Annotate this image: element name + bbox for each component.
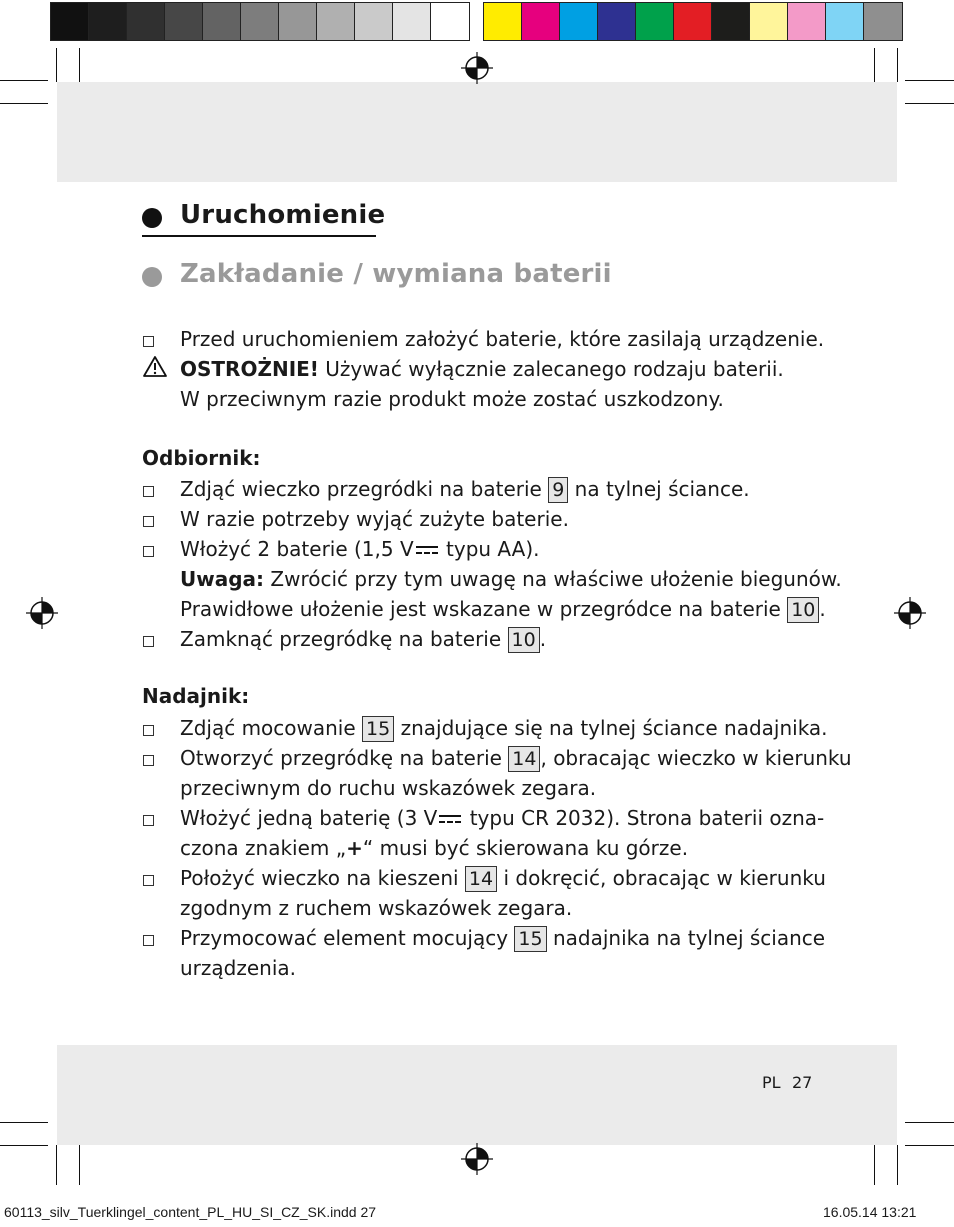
checkbox-bullet	[143, 636, 154, 647]
transmitter-title: Nadajnik:	[142, 684, 250, 708]
step-text: i dokręcić, obracając w kierunku	[497, 866, 826, 890]
transmitter-step-4	[180, 863, 826, 893]
color-swatch	[279, 3, 317, 40]
crop-mark	[0, 103, 48, 104]
note-text: Zwrócić przy tym uwagę na właściwe ułożenie biegunów.	[264, 567, 842, 591]
dc-symbol-icon	[439, 815, 461, 825]
color-swatch	[598, 3, 636, 40]
checkbox-bullet	[143, 935, 154, 946]
plus-sign: +	[346, 836, 363, 860]
color-swatch	[522, 3, 560, 40]
crop-mark	[0, 80, 48, 81]
step-text: “ musi być skierowana ku górze.	[362, 836, 689, 860]
receiver-step-3	[180, 534, 540, 564]
part-number-badge: 15	[362, 716, 394, 742]
color-swatch	[750, 3, 788, 40]
receiver-step-4	[180, 624, 546, 654]
step-text: Zamknąć przegródkę na baterie	[180, 627, 508, 651]
step-text: znajdujące się na tylnej ściance nadajnika.	[394, 716, 828, 740]
color-swatch	[431, 3, 469, 40]
transmitter-step-2-line2: przeciwnym do ruchu wskazówek zegara.	[180, 776, 597, 800]
color-swatch	[864, 3, 902, 40]
part-number-badge: 14	[465, 866, 497, 892]
step-text: nadajnika na tylnej ściance	[546, 926, 826, 950]
checkbox-bullet	[143, 486, 154, 497]
step-text: na tylnej ściance.	[568, 477, 750, 501]
receiver-title: Odbiornik:	[142, 446, 261, 470]
registration-mark-icon	[26, 597, 58, 629]
part-number-badge: 15	[514, 926, 546, 952]
crop-mark	[874, 48, 875, 82]
section-heading: Uruchomienie	[180, 200, 386, 230]
registration-mark-icon	[461, 52, 493, 84]
checkbox-bullet	[143, 755, 154, 766]
part-number-badge: 9	[548, 477, 568, 503]
crop-mark	[897, 1145, 898, 1185]
step-text: Położyć wieczko na kieszeni	[180, 866, 465, 890]
page-language: PL	[762, 1073, 781, 1092]
step-text: Włożyć 2 baterie (1,5 V	[180, 537, 414, 561]
checkbox-bullet	[143, 516, 154, 527]
top-gray-band	[57, 82, 897, 182]
crop-mark	[905, 1122, 954, 1123]
color-swatch	[241, 3, 279, 40]
transmitter-step-1	[180, 713, 828, 743]
note-label: Uwaga:	[180, 567, 265, 591]
step-text: Otworzyć przegródkę na baterie	[180, 746, 509, 770]
color-swatch	[712, 3, 750, 40]
step-text: .	[539, 627, 547, 651]
color-swatch	[127, 3, 165, 40]
registration-mark-icon	[461, 1143, 493, 1175]
color-swatch	[674, 3, 712, 40]
crop-mark	[0, 1122, 48, 1123]
warning-text	[180, 354, 784, 384]
crop-mark	[897, 48, 898, 82]
receiver-note	[180, 564, 842, 594]
step-text: czona znakiem „	[180, 836, 347, 860]
heading-underline	[142, 235, 376, 237]
step-text: typu CR 2032). Strona baterii ozna-	[463, 806, 825, 830]
subsection-heading: Zakładanie / wymiana baterii	[180, 259, 612, 289]
crop-mark	[79, 1145, 80, 1185]
color-swatch	[89, 3, 127, 40]
color-swatch	[165, 3, 203, 40]
subheading-bullet-icon	[142, 267, 162, 287]
transmitter-step-4-line2: zgodnym z ruchem wskazówek zegara.	[180, 896, 573, 920]
crop-mark	[905, 80, 954, 81]
color-swatch	[393, 3, 431, 40]
crop-mark	[56, 1145, 57, 1185]
part-number-badge: 10	[508, 627, 540, 653]
checkbox-bullet	[143, 815, 154, 826]
note-text: Prawidłowe ułożenie jest wskazane w przegródce na baterie	[180, 597, 788, 621]
transmitter-step-3	[180, 803, 824, 833]
step-text: Przymocować element mocujący	[180, 926, 515, 950]
checkbox-bullet	[143, 875, 154, 886]
step-text: typu AA).	[439, 537, 540, 561]
page-number: 27	[792, 1073, 813, 1092]
color-swatch	[355, 3, 393, 40]
part-number-badge: 10	[787, 597, 819, 623]
crop-mark	[905, 1145, 954, 1146]
warning-label: OSTROŻNIE!	[180, 357, 319, 381]
warning-message: Używać wyłącznie zalecanego rodzaju baterii.	[318, 357, 784, 381]
checkbox-bullet	[143, 336, 154, 347]
crop-mark	[56, 48, 57, 82]
process-color-bar	[483, 2, 903, 41]
registration-mark-icon	[894, 597, 926, 629]
receiver-step-2: W razie potrzeby wyjąć zużyte baterie.	[180, 507, 569, 531]
dc-symbol-icon	[416, 546, 438, 556]
footer-date: 16.05.14 13:21	[823, 1204, 917, 1220]
receiver-step-1	[180, 474, 750, 504]
crop-mark	[79, 48, 80, 82]
crop-mark	[0, 1145, 48, 1146]
heading-bullet-icon	[142, 208, 162, 228]
color-swatch	[826, 3, 864, 40]
grayscale-color-bar	[50, 2, 470, 41]
color-swatch	[560, 3, 598, 40]
step-text: Włożyć jedną baterię (3 V	[180, 806, 438, 830]
color-swatch	[203, 3, 241, 40]
note-text: .	[819, 597, 826, 621]
transmitter-step-5-line2: urządzenia.	[180, 956, 296, 980]
color-swatch	[317, 3, 355, 40]
transmitter-step-5	[180, 923, 825, 953]
color-swatch	[51, 3, 89, 40]
transmitter-step-3-line2	[180, 833, 688, 863]
color-swatch	[484, 3, 522, 40]
crop-mark	[874, 1145, 875, 1185]
transmitter-step-2	[180, 743, 852, 773]
warning-text-line2: W przeciwnym razie produkt może zostać uszkodzony.	[180, 387, 724, 411]
step-text: , obracając wieczko w kierunku	[540, 746, 852, 770]
step-text: Zdjąć mocowanie	[180, 716, 363, 740]
intro-line: Przed uruchomieniem założyć baterie, które zasilają urządzenie.	[180, 327, 825, 351]
step-text: Zdjąć wieczko przegródki na baterie	[180, 477, 549, 501]
color-swatch	[636, 3, 674, 40]
warning-triangle-icon	[142, 355, 168, 378]
color-swatch	[788, 3, 826, 40]
crop-mark	[905, 103, 954, 104]
checkbox-bullet	[143, 546, 154, 557]
checkbox-bullet	[143, 725, 154, 736]
part-number-badge: 14	[508, 746, 540, 772]
receiver-note-line2	[180, 594, 826, 624]
bottom-gray-band	[57, 1045, 897, 1145]
footer-filename: 60113_silv_Tuerklingel_content_PL_HU_SI_CZ_SK.indd 27	[4, 1204, 377, 1220]
